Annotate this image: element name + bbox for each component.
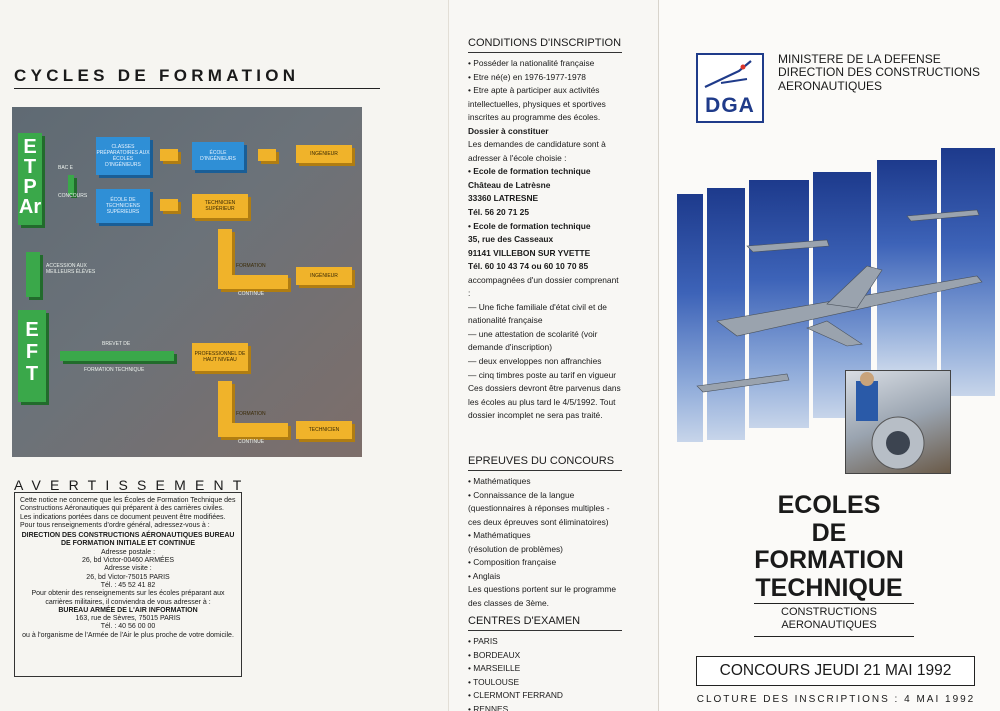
letter-t2: T	[25, 363, 39, 385]
continue-2-label: CONTINUE	[238, 439, 265, 445]
epreuves-list	[468, 475, 623, 610]
piece-item: — Une fiche familiale d'état civil et de nationalité française	[468, 301, 607, 326]
subtitle-line: CONSTRUCTIONS	[781, 606, 877, 618]
avert-adresse2: 163, rue de Sèvres, 75015 PARIS	[75, 615, 181, 623]
etpar-letters	[18, 137, 42, 217]
epreuves-title: EPREUVES DU CONCOURS	[468, 455, 615, 467]
letter-e2: E	[25, 319, 39, 341]
title-line: TECHNIQUE	[755, 573, 903, 602]
avert-pour-obtenir: Pour obtenir des renseignements sur les écoles préparant aux carrières militaires, il conviendra de vous adresser à :	[31, 590, 225, 606]
school1-line: Château de Latrèsne	[468, 179, 551, 190]
centre-item: • RENNES	[468, 703, 509, 711]
school2-line: 91141 VILLEBON SUR YVETTE	[468, 247, 591, 258]
formation-1-label: FORMATION	[236, 263, 266, 269]
title-line: ECOLES	[777, 491, 881, 519]
school2-line: 35, rue des Casseaux	[468, 234, 554, 245]
concours-label: CONCOURS	[58, 193, 88, 199]
arrow-2	[258, 149, 276, 161]
avert-closing: ou à l'organisme de l'Armée de l'Air le plus proche de votre domicile.	[22, 631, 234, 639]
centre-item: • TOULOUSE	[468, 676, 520, 687]
piece-item: — une attestation de scolarité (voir demande d'inscription)	[468, 328, 598, 353]
ministry-block	[778, 53, 998, 93]
subtitle-top-rule	[754, 603, 914, 604]
dossier-title: Dossier à constituer	[468, 125, 549, 136]
ministry-line: AERONAUTIQUES	[778, 78, 883, 93]
school1-line: • Ecole de formation technique	[468, 166, 591, 177]
conditions-text	[468, 57, 623, 423]
centre-item: • PARIS	[468, 636, 498, 646]
dossier-intro: Les demandes de candidature sont à adresser à l'école choisie :	[468, 139, 606, 163]
epreuve-item: (résolution de problèmes)	[468, 543, 563, 554]
deadline-text: Ces dossiers devront être parvenus dans les écoles au plus tard le 4/5/1992. Tout dossier incomplet ne sera pas traité.	[468, 383, 621, 421]
epreuve-item: (questionnaires à réponses multiples - ces deux épreuves sont éliminatoires)	[468, 503, 610, 527]
centres-list	[468, 635, 623, 711]
cycles-title: CYCLES DE FORMATION	[14, 66, 300, 85]
avertissement-box	[14, 492, 242, 677]
piece-item: — deux enveloppes non affranchies	[468, 356, 602, 367]
continue-1-label: CONTINUE	[238, 291, 265, 297]
school2-line: Tél. 60 10 43 74 ou 60 10 70 85	[468, 261, 589, 272]
classes-prep-box: CLASSES PRÉPARATOIRES AUX ÉCOLES D'INGÉNIEURS	[96, 137, 150, 175]
letter-p: P	[23, 176, 37, 198]
dga-logo-text: DGA	[705, 94, 755, 117]
conditions-rule	[468, 52, 622, 53]
eft-letters	[18, 319, 46, 385]
professionnel-box: PROFESSIONNEL DE HAUT NIVEAU	[192, 343, 248, 371]
letter-e: E	[23, 136, 37, 158]
middle-panel	[448, 0, 658, 711]
accompagnees-text: accompagnées d'un dossier comprenant :	[468, 274, 619, 299]
arrow-3	[160, 199, 178, 211]
subtitle-line: AERONAUTIQUES	[781, 619, 877, 631]
centres-rule	[468, 630, 622, 631]
epreuve-item: • Mathématiques	[468, 530, 531, 541]
accession-label: ACCESSION AUX MEILLEURS ÉLÈVES	[46, 263, 96, 275]
avert-org2: BUREAU ARMÉE DE L'AIR INFORMATION	[58, 606, 198, 614]
avert-tel2: Tél. : 40 56 00 00	[100, 623, 156, 631]
technicien-box: TECHNICIEN	[296, 421, 352, 439]
right-panel	[658, 0, 1000, 711]
concours-date-box: CONCOURS JEUDI 21 MAI 1992	[696, 656, 975, 686]
subtitle	[729, 606, 929, 632]
avert-postale: 26, bd Victor-00460 ARMÉES	[81, 557, 175, 565]
ministry-line: MINISTERE DE LA DEFENSE	[778, 52, 941, 66]
school2-line: • Ecole de formation technique	[468, 220, 591, 231]
school1-line: Tél. 56 20 71 25	[468, 207, 529, 218]
formation-2-label: FORMATION	[236, 411, 266, 417]
ministry-line: DIRECTION DES CONSTRUCTIONS	[778, 65, 981, 80]
letter-f: F	[25, 341, 39, 363]
bac-e-connector	[68, 175, 74, 195]
letter-ar: Ar	[18, 196, 42, 218]
epreuve-item: Les questions portent sur le programme des classes de 3ème.	[468, 584, 617, 608]
condition-item: • Etre apte à participer aux activités intellectuelles, physiques et sportives inscrites au programme des écoles.	[468, 85, 606, 123]
formation-technique-label: FORMATION TECHNIQUE	[84, 367, 145, 373]
centres-title: CENTRES D'EXAMEN	[468, 615, 581, 627]
epreuve-item: • Composition française	[468, 557, 557, 568]
ingenieur-1-box: INGÉNIEUR	[296, 145, 352, 163]
school1-line: 33360 LATRESNE	[468, 193, 539, 204]
epreuve-item: • Anglais	[468, 570, 501, 581]
letter-t: T	[23, 156, 37, 178]
avert-tel1: Tél. : 45 52 41 82	[100, 581, 156, 589]
conditions-title: CONDITIONS D'INSCRIPTION	[468, 37, 622, 49]
ecole-techniciens-box: ÉCOLE DE TECHNICIENS SUPÉRIEURS	[96, 189, 150, 223]
title-line: DE	[811, 518, 847, 547]
centre-item: • MARSEILLE	[468, 663, 521, 674]
aircraft-photo-collage	[677, 146, 997, 476]
brevet-de-label: BREVET DE	[102, 341, 131, 347]
left-panel	[0, 0, 448, 711]
avertissement-title: AVERTISSEMENT	[14, 477, 251, 493]
title-rule	[14, 88, 380, 89]
formation-diagram	[12, 107, 362, 457]
ingenieur-2-box: INGÉNIEUR	[296, 267, 352, 285]
epreuves-rule	[468, 470, 622, 471]
formation-continue-1-horizontal	[218, 275, 288, 289]
main-title	[729, 492, 929, 602]
centre-item: • CLERMONT FERRAND	[468, 690, 563, 701]
piece-item: — cinq timbres poste au tarif en vigueur	[468, 369, 617, 380]
engine-inspection-icon	[846, 371, 950, 473]
cloture-text: CLOTURE DES INSCRIPTIONS : 4 MAI 1992	[696, 694, 976, 705]
avert-intro: Cette notice ne concerne que les Écoles de Formation Technique des Constructions Aéronautiques qui préparent à des carrières civiles. Les indications portées dans ce document peuvent être modifiées. Pour tous renseignements d'ordre général, adressez-vous à :	[20, 497, 236, 529]
ecole-ingenieurs-box: ÉCOLE D'INGÉNIEURS	[192, 142, 244, 170]
dga-logo	[696, 53, 764, 123]
bac-e-label: BAC E	[58, 165, 74, 171]
technicien-superieur-box: TECHNICIEN SUPÉRIEUR	[192, 194, 248, 218]
epreuve-item: • Mathématiques	[468, 476, 531, 486]
formation-continue-2-horizontal	[218, 423, 288, 437]
epreuve-item: • Connaissance de la langue	[468, 489, 575, 500]
accession-bar	[26, 252, 40, 297]
condition-item: • Etre né(e) en 1976-1977-1978	[468, 71, 586, 82]
brevet-arrow	[60, 351, 174, 361]
avert-postale-label: Adresse postale :	[100, 548, 156, 556]
avert-org1: DIRECTION DES CONSTRUCTIONS AÉRONAUTIQUES BUREAU DE FORMATION INITIALE ET CONTINUE	[21, 532, 235, 548]
avert-visite: 26, bd Victor-75015 PARIS	[86, 573, 170, 581]
mechanic-photo	[845, 370, 951, 474]
avert-visite-label: Adresse visite :	[104, 565, 152, 573]
condition-item: • Posséder la nationalité française	[468, 58, 595, 68]
subtitle-bottom-rule	[754, 636, 914, 637]
centre-item: • BORDEAUX	[468, 649, 521, 660]
arrow-1	[160, 149, 178, 161]
title-line: FORMATION	[754, 546, 904, 574]
